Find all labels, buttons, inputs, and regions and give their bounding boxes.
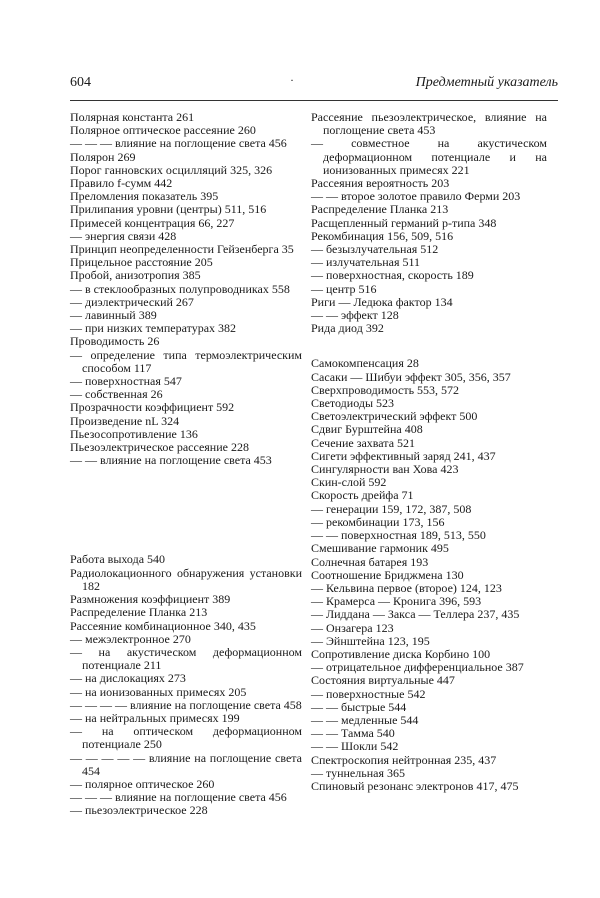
index-entry: — полярное оптическое 260 — [70, 776, 215, 791]
index-entry: — — — влияние на поглощение света 456 — [70, 136, 287, 151]
index-entry: Сдвиг Бурштейна 408 — [311, 422, 423, 437]
index-entry: Солнечная батарея 193 — [311, 554, 429, 569]
index-entry: — излучательная 511 — [311, 255, 421, 270]
index-entry: Прилипания уровни (центры) 511, 516 — [70, 202, 267, 217]
index-entry: — определение типа термоэлектрическим способом 117 — [70, 347, 302, 375]
index-entry: Риги — Ледюка фактор 134 — [311, 294, 453, 309]
index-entry: Распределение Планка 213 — [311, 202, 449, 217]
index-entry: — на дислокациях 273 — [70, 671, 186, 686]
index-entry: — на оптическом деформационном потенциале 250 — [70, 724, 302, 752]
index-entry: Сверхпроводимость 553, 572 — [311, 382, 460, 397]
index-entry: — в стеклообразных полупроводниках 558 — [70, 281, 290, 296]
index-column-right — [311, 111, 547, 793]
index-entry: — — поверхностная 189, 513, 550 — [311, 528, 486, 543]
header-rule — [70, 100, 558, 101]
index-entry: — лавинный 389 — [70, 308, 157, 323]
index-entry: Проводимость 26 — [70, 334, 160, 349]
header-dot: · — [290, 73, 294, 87]
index-entry: Скорость дрейфа 71 — [311, 488, 414, 503]
index-entry: — рекомбинации 173, 156 — [311, 514, 445, 529]
index-entry: Сечение захвата 521 — [311, 435, 416, 450]
index-entry: Сопротивление диска Корбино 100 — [311, 646, 491, 661]
index-entry: Пьезосопротивление 136 — [70, 426, 198, 441]
index-entry: Сасаки — Шибуи эффект 305, 356, 357 — [311, 369, 511, 384]
index-entry: Прицельное расстояние 205 — [70, 255, 213, 270]
index-entry: — совместное на акустическом деформационном потенциале и на ионизованных примесях 221 — [311, 136, 547, 177]
index-entry: Смешивание гармоник 495 — [311, 541, 449, 556]
index-entry: — Крамерса — Кронига 396, 593 — [311, 594, 482, 609]
index-entry: Рассеяния вероятность 203 — [311, 176, 450, 191]
index-entry: Прозрачности коэффициент 592 — [70, 400, 235, 415]
index-entry: Сингулярности ван Хова 423 — [311, 462, 459, 477]
index-entry: Рекомбинация 156, 509, 516 — [311, 228, 454, 243]
index-entry: Примесей концентрация 66, 227 — [70, 215, 235, 230]
index-block-s — [311, 357, 547, 793]
index-entry: Светодиоды 523 — [311, 396, 395, 411]
index-entry: — поверхностная 547 — [70, 374, 182, 389]
index-column-left — [70, 111, 302, 818]
index-entry: Пьезоэлектрическое рассеяние 228 — [70, 440, 249, 455]
index-entry: Принцип неопределенности Гейзенберга 35 — [70, 242, 294, 257]
index-entry: — на нейтральных примесях 199 — [70, 710, 240, 725]
index-entry: Скин-слой 592 — [311, 475, 387, 490]
index-entry: Соотношение Бриджмена 130 — [311, 567, 464, 582]
index-entry: — Лиддана — Закса — Теллера 237, 435 — [311, 607, 520, 622]
section-gap — [311, 335, 547, 357]
index-entry: — — — — влияние на поглощение света 458 — [70, 697, 302, 712]
index-entry: — поверхностные 542 — [311, 686, 426, 701]
index-entry: Правило f-сумм 442 — [70, 176, 173, 191]
index-entry: Полярная константа 261 — [70, 110, 195, 124]
running-title: Предметный указатель — [415, 75, 558, 90]
index-entry: — энергия связи 428 — [70, 228, 177, 243]
index-entry: Работа выхода 540 — [70, 552, 166, 567]
index-entry: — — эффект 128 — [311, 308, 399, 323]
index-block-r-continued — [311, 111, 547, 335]
index-entry: Рида диод 392 — [311, 321, 384, 336]
index-entry: Состояния виртуальные 447 — [311, 673, 455, 688]
index-entry: — межэлектронное 270 — [70, 631, 191, 646]
index-entry: — собственная 26 — [70, 387, 163, 402]
index-entry: Спектроскопия нейтронная 235, 437 — [311, 752, 497, 767]
index-entry: Полярон 269 — [70, 149, 136, 164]
index-entry: — — — влияние на поглощение света 456 — [70, 790, 287, 805]
index-entry: — безызлучательная 512 — [311, 242, 439, 257]
index-entry: — — медленные 544 — [311, 712, 419, 727]
index-entry: Сигети эффективный заряд 241, 437 — [311, 448, 496, 463]
index-entry: Порог ганновских осцилляций 325, 326 — [70, 162, 273, 177]
page-header — [70, 75, 558, 95]
index-entry: — — Шокли 542 — [311, 739, 399, 754]
index-entry: Распределение Планка 213 — [70, 605, 208, 620]
index-entry: — поверхностная, скорость 189 — [311, 268, 474, 283]
index-block-p — [70, 111, 302, 467]
index-entry: — отрицательное дифференциальное 387 — [311, 660, 524, 675]
index-entry: Рассеяние пьезоэлектрическое, влияние на поглощение света 453 — [311, 110, 547, 138]
index-entry: — Эйнштейна 123, 195 — [311, 633, 430, 648]
index-entry: Произведение nL 324 — [70, 413, 180, 428]
index-entry: Размножения коэффициент 389 — [70, 592, 231, 607]
index-entry: — — — — — влияние на поглощение света 454 — [70, 750, 302, 778]
index-entry: Расщепленный германий p-типа 348 — [311, 215, 497, 230]
index-entry: — Онзагера 123 — [311, 620, 394, 635]
page-number: 604 — [70, 75, 91, 90]
index-entry: — на акустическом деформационном потенциале 211 — [70, 644, 302, 673]
index-entry: Рассеяние комбинационное 340, 435 — [70, 618, 256, 633]
index-entry: — генерации 159, 172, 387, 508 — [311, 501, 472, 516]
index-entry: Спиновый резонанс электронов 417, 475 — [311, 778, 519, 793]
index-entry: Радиолокационного обнаружения установки 182 — [70, 565, 302, 593]
section-gap — [70, 467, 302, 553]
index-entry: — при низких температурах 382 — [70, 321, 237, 336]
index-entry: — — влияние на поглощение света 453 — [70, 453, 272, 468]
index-entry: Самокомпенсация 28 — [311, 356, 419, 371]
index-entry: Полярное оптическое рассеяние 260 — [70, 123, 256, 138]
index-entry: — центр 516 — [311, 281, 377, 296]
index-block-r — [70, 553, 302, 817]
index-entry: — Кельвина первое (второе) 124, 123 — [311, 580, 502, 595]
index-entry: Преломления показатель 395 — [70, 189, 219, 204]
index-entry: — пьезоэлектрическое 228 — [70, 803, 208, 818]
index-entry: Пробой, анизотропия 385 — [70, 268, 201, 283]
index-entry: — — быстрые 544 — [311, 699, 407, 714]
index-entry: — на ионизованных примесях 205 — [70, 684, 247, 699]
index-entry: — туннельная 365 — [311, 765, 405, 780]
index-entry: — диэлектрический 267 — [70, 294, 194, 309]
index-entry: Светоэлектрический эффект 500 — [311, 409, 478, 424]
index-entry: — — второе золотое правило Ферми 203 — [311, 189, 521, 204]
index-entry: — — Тамма 540 — [311, 726, 395, 741]
